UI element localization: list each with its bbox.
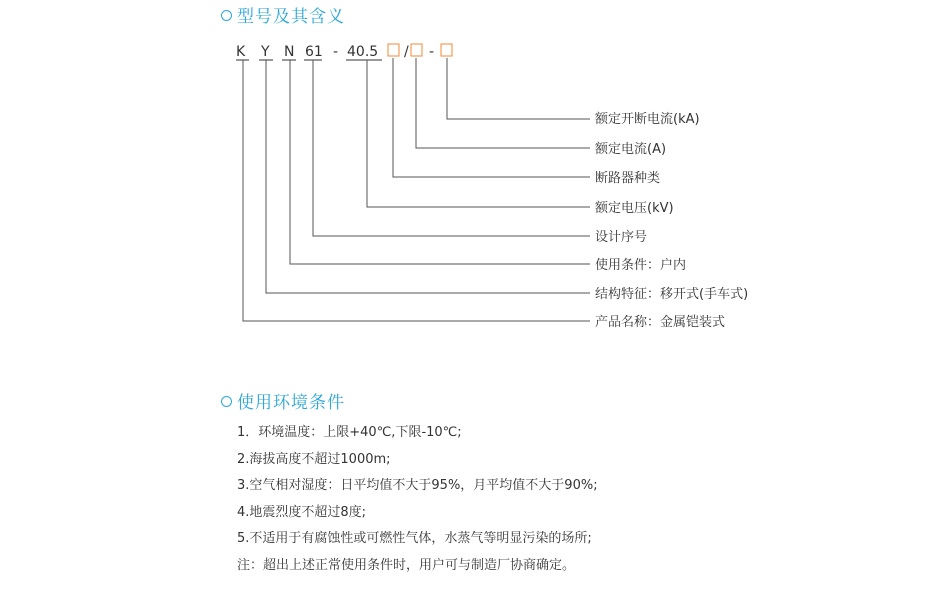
- list-item: 2.海拔高度不超过1000m;: [237, 451, 391, 467]
- note-text: 注：超出上述正常使用条件时，用户可与制造厂协商确定。: [237, 557, 576, 573]
- desc-rated-current: 额定电流(A): [595, 142, 667, 157]
- desc-structure: 结构特征：移开式(手车式): [595, 287, 749, 302]
- list-item: 5.不适用于有腐蚀性或可燃性气体，水蒸气等明显污染的场所;: [237, 531, 592, 546]
- model-section-title: 型号及其含义: [221, 2, 345, 27]
- environment-section-title: 使用环境条件: [221, 388, 345, 413]
- code-n: N: [284, 44, 295, 60]
- circle-bullet-icon: [221, 396, 232, 407]
- breaking-current-placeholder-box: [441, 44, 452, 56]
- rated-current-placeholder-box: [411, 44, 422, 56]
- list-item: 3.空气相对湿度：日平均值不大于95%，月平均值不大于90%;: [237, 478, 598, 493]
- desc-rated-voltage: 额定电压(kV): [595, 201, 674, 216]
- list-item: 4.地震烈度不超过8度;: [237, 504, 367, 520]
- desc-rated-breaking-current: 额定开断电流(kA): [595, 112, 700, 127]
- code-dash-2: -: [429, 44, 435, 60]
- leader-breaker-type: [393, 58, 590, 177]
- code-61: 61: [305, 44, 323, 60]
- leader-usage-condition: [290, 60, 590, 264]
- environment-conditions-list: [237, 420, 598, 579]
- desc-usage-condition: 使用条件：户内: [595, 258, 687, 273]
- code-dash-1: -: [333, 44, 339, 60]
- code-slash: /: [404, 44, 409, 60]
- breaker-type-placeholder-box: [388, 44, 399, 56]
- desc-design-number: 设计序号: [595, 230, 648, 245]
- code-y: Y: [261, 44, 270, 60]
- code-40-5: 40.5: [347, 44, 379, 60]
- list-item: 1．环境温度：上限+40℃,下限-10℃;: [237, 425, 462, 440]
- desc-product-name: 产品名称：金属铠装式: [595, 315, 726, 330]
- desc-breaker-type: 断路器种类: [595, 171, 661, 186]
- code-k: K: [236, 44, 246, 60]
- leader-rated-current: [416, 58, 590, 148]
- leader-rated-voltage: [367, 60, 590, 207]
- leader-breaking-current: [447, 58, 590, 119]
